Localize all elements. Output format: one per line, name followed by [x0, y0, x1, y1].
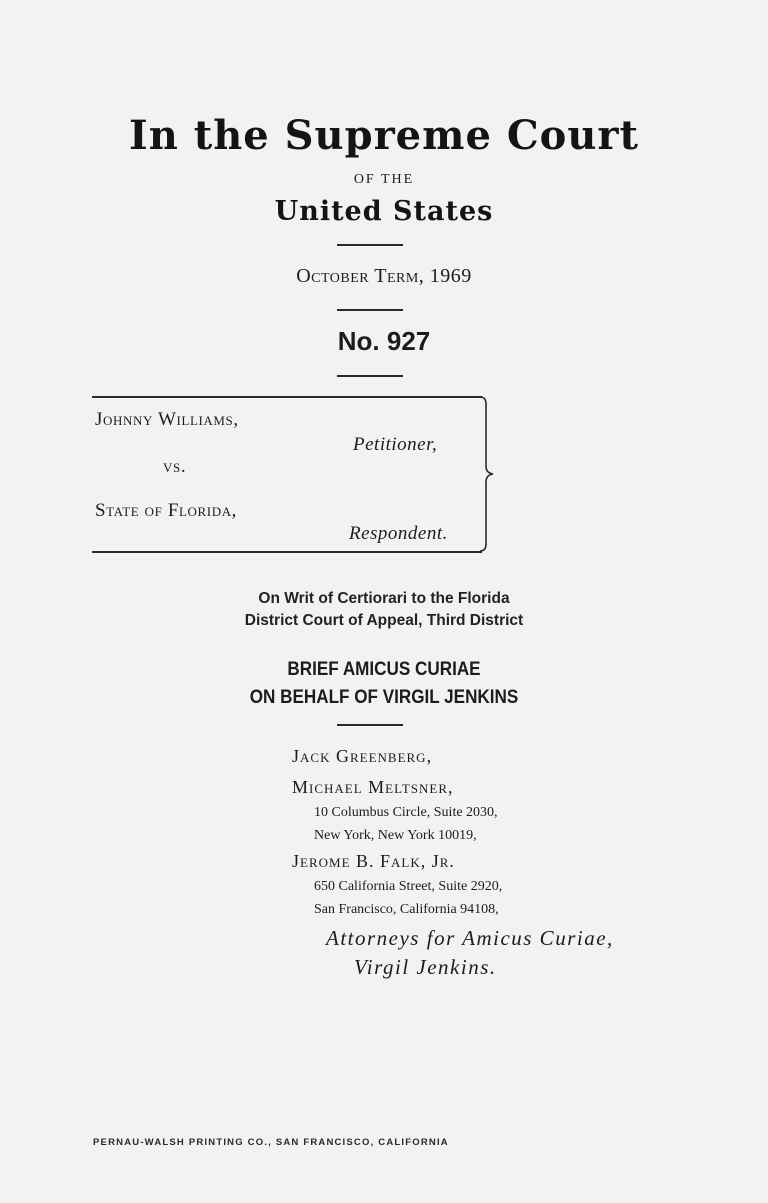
- petitioner-name: Johnny Williams,: [95, 409, 239, 430]
- country-title: United States: [274, 196, 494, 227]
- petitioner-role: Petitioner,: [353, 434, 438, 455]
- divider-rule: [337, 724, 403, 726]
- writ-description: [0, 588, 768, 632]
- writ-line: District Court of Appeal, Third District: [244, 612, 524, 629]
- divider-rule: [337, 244, 403, 246]
- of-the-label: OF THE: [353, 172, 415, 187]
- court-title: In the Supreme Court: [129, 112, 639, 159]
- caption-bottom-rule: [92, 551, 482, 553]
- attorney-address: New York, New York 10019,: [314, 828, 477, 843]
- attorney-address: 10 Columbus Circle, Suite 2030,: [314, 805, 498, 820]
- divider-rule: [337, 375, 403, 377]
- docket-number: No. 927: [337, 326, 431, 356]
- attorney-role: Attorneys for Amicus Curiae,: [326, 926, 614, 950]
- divider-rule: [337, 309, 403, 311]
- respondent-role: Respondent.: [349, 523, 448, 544]
- term-line: October Term, 1969: [296, 265, 472, 287]
- attorney-address: San Francisco, California 94108,: [314, 902, 499, 917]
- brief-title-line: BRIEF AMICUS CURIAE: [287, 659, 481, 680]
- versus-label: vs.: [163, 456, 187, 477]
- brief-title: [38, 656, 729, 712]
- attorney-address: 650 California Street, Suite 2920,: [314, 879, 503, 894]
- caption-brace: [479, 396, 499, 552]
- attorney-name: Michael Meltsner,: [292, 777, 454, 797]
- attorney-role: Virgil Jenkins.: [354, 955, 497, 979]
- caption-top-rule: [92, 396, 482, 398]
- writ-line: On Writ of Certiorari to the Florida: [258, 590, 510, 607]
- printer-imprint: PERNAU-WALSH PRINTING CO., SAN FRANCISCO, CALIFORNIA: [93, 1137, 449, 1148]
- attorney-name: Jack Greenberg,: [292, 746, 433, 766]
- attorney-name: Jerome B. Falk, Jr.: [292, 851, 455, 871]
- respondent-name: State of Florida,: [95, 500, 238, 521]
- brief-title-line: ON BEHALF OF VIRGIL JENKINS: [249, 687, 519, 708]
